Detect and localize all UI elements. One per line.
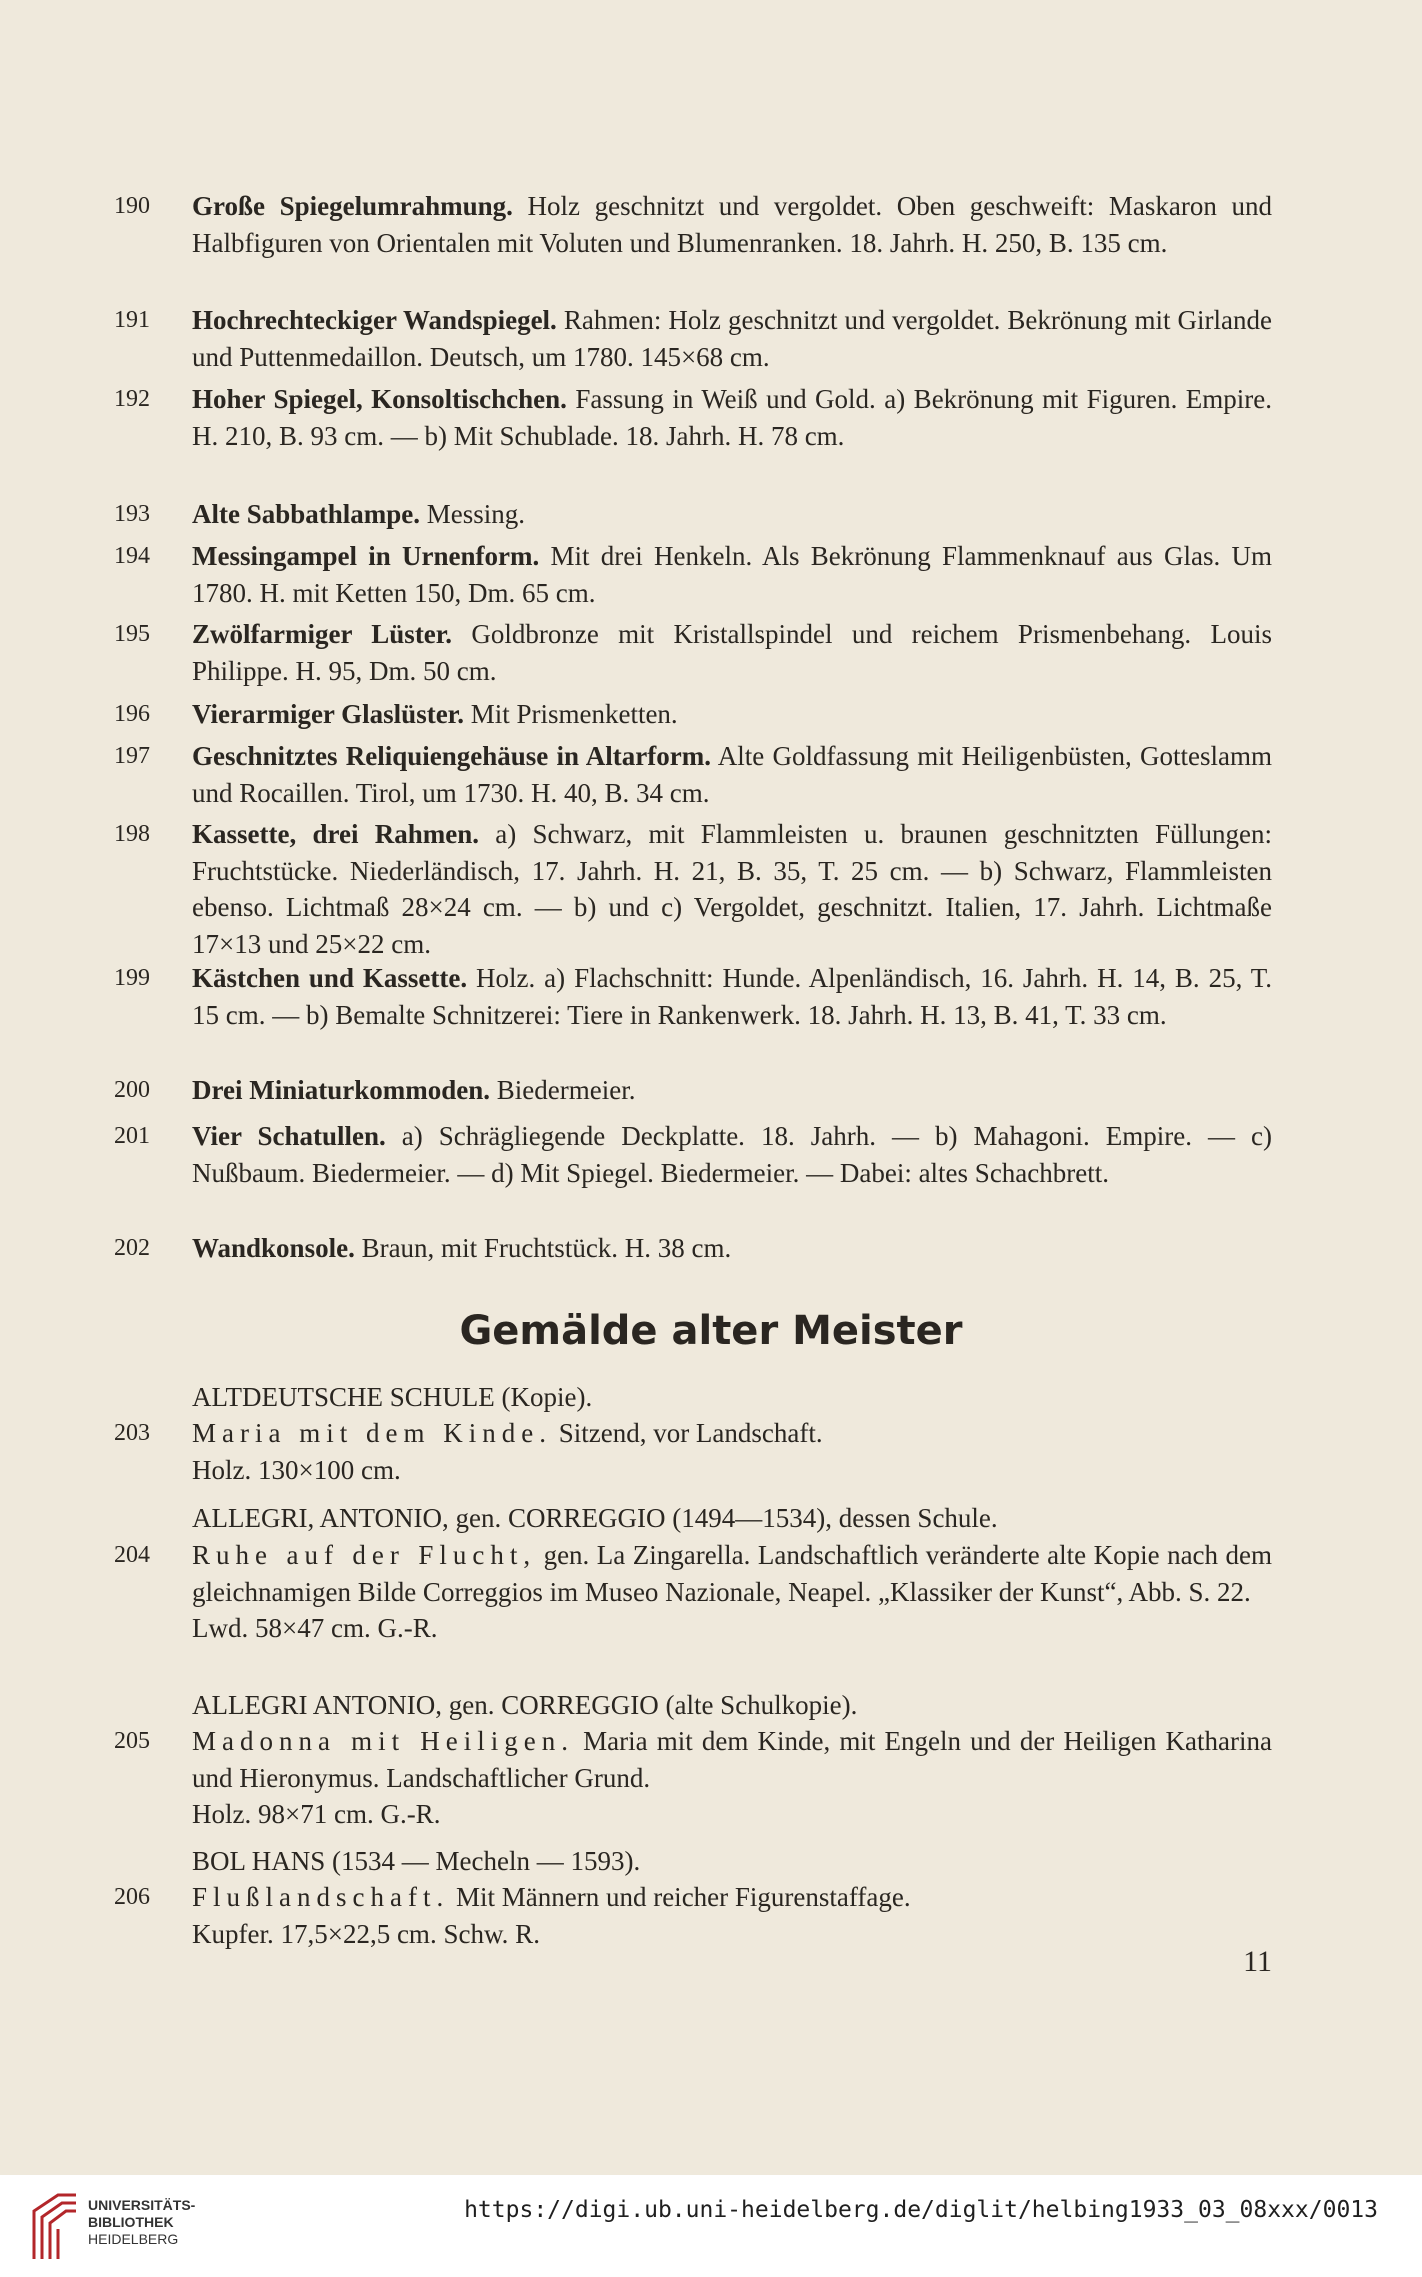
lot-title: Hoher Spiegel, Konsoltischchen. <box>192 384 567 414</box>
lot-number: 205 <box>114 1728 150 1754</box>
section-heading: Gemälde alter Meister <box>459 1308 963 1354</box>
lot-description <box>192 738 1272 811</box>
lot-title: Wandkonsole. <box>192 1233 355 1263</box>
library-logo-icon <box>28 2189 82 2261</box>
lot-details: Braun, mit Fruchtstück. H. 38 cm. <box>354 1233 732 1263</box>
lot-title: Geschnitztes Reliquiengehäuse in Altarform. <box>192 741 711 771</box>
library-name-line2: BIBLIOTHEK <box>88 2214 174 2230</box>
lot-details: Holz geschnitzt und vergoldet. Oben geschweift: Maskaron und Halbfiguren von Orientalen mit Voluten und Blumenranken. 18. Jahrh. H. 250, B. 135 cm. <box>192 191 1272 258</box>
lot-description <box>192 1230 1272 1267</box>
artist-note: (1534 — Mecheln — 1593). <box>325 1846 641 1876</box>
painting-technique: Lwd. 58×47 cm. G.-R. <box>192 1613 438 1643</box>
lot-details: Alte Goldfassung mit Heiligenbüsten, Gotteslamm und Rocaillen. Tirol, um 1730. H. 40, B. 34 cm. <box>192 741 1272 808</box>
artist-line <box>192 1379 1272 1416</box>
lot-number: 200 <box>114 1077 150 1103</box>
painting-description <box>192 1879 1272 1952</box>
lot-title: Messingampel in Urnenform. <box>192 541 540 571</box>
library-name-line3: HEIDELBERG <box>88 2231 179 2247</box>
lot-title: Kästchen und Kassette. <box>192 963 468 993</box>
artist-line <box>192 1687 1272 1724</box>
painting-title: Madonna mit Heiligen. <box>192 1726 574 1756</box>
painting-details: Sitzend, vor Landschaft. <box>551 1418 823 1448</box>
painting-title: Ruhe auf der Flucht, <box>192 1540 537 1570</box>
lot-title: Große Spiegelumrahmung. <box>192 191 513 221</box>
artist-note: (alte Schulkopie). <box>658 1690 858 1720</box>
lot-description <box>192 816 1272 962</box>
lot-number: 193 <box>114 501 150 527</box>
lot-number: 199 <box>114 965 150 991</box>
lot-number: 201 <box>114 1123 150 1149</box>
lot-number: 192 <box>114 386 150 412</box>
painting-technique: Holz. 98×71 cm. G.-R. <box>192 1799 441 1829</box>
footer-bar <box>0 2175 1422 2277</box>
lot-title: Vier Schatullen. <box>192 1121 386 1151</box>
library-name-line1: UNIVERSITÄTS- <box>88 2197 196 2213</box>
lot-number: 198 <box>114 821 150 847</box>
lot-details: Biedermeier. <box>490 1075 636 1105</box>
lot-description <box>192 496 1272 533</box>
library-name <box>88 2197 195 2248</box>
lot-description <box>192 696 1272 733</box>
lot-details: Mit drei Henkeln. Als Bekrönung Flammenknauf aus Glas. Um 1780. H. mit Ketten 150, Dm. 65 cm. <box>192 541 1272 608</box>
artist-name: ALLEGRI, ANTONIO, gen. CORREGGIO <box>192 1503 666 1533</box>
lot-number: 191 <box>114 307 150 333</box>
lot-title: Zwölfarmiger Lüster. <box>192 619 453 649</box>
lot-details: Rahmen: Holz geschnitzt und vergoldet. Bekrönung mit Girlande und Puttenmedaillon. Deutsch, um 1780. 145×68 cm. <box>192 305 1272 372</box>
artist-name: ALLEGRI ANTONIO, gen. CORREGGIO <box>192 1690 659 1720</box>
lot-number: 196 <box>114 701 150 727</box>
lot-description <box>192 538 1272 611</box>
painting-details: gen. La Zingarella. Landschaftlich veränderte alte Kopie nach dem gleichnamigen Bilde Correggios im Museo Nazionale, Neapel. „Klassiker der Kunst“, Abb. S. 22. <box>192 1540 1272 1607</box>
lot-details: a) Schrägliegende Deckplatte. 18. Jahrh. — b) Mahagoni. Empire. — c) Nußbaum. Biedermeier. — d) Mit Spiegel. Biedermeier. — Dabei: altes Schachbrett. <box>192 1121 1272 1188</box>
lot-title: Hochrechteckiger Wandspiegel. <box>192 305 557 335</box>
lot-number: 204 <box>114 1542 150 1568</box>
lot-details: Mit Prismenketten. <box>463 699 678 729</box>
lot-title: Kassette, drei Rahmen. <box>192 819 480 849</box>
lot-number: 190 <box>114 193 150 219</box>
lot-details: Holz. a) Flachschnitt: Hunde. Alpenländisch, 16. Jahrh. H. 14, B. 25, T. 15 cm. — b) Bemalte Schnitzerei: Tiere in Rankenwerk. 18. Jahrh. H. 13, B. 41, T. 33 cm. <box>192 963 1273 1030</box>
painting-description <box>192 1537 1272 1647</box>
source-url-link[interactable]: https://digi.ub.uni-heidelberg.de/diglit/helbing1933_03_08xxx/0013 <box>464 2197 1378 2223</box>
lot-details: a) Schwarz, mit Flammleisten u. braunen geschnitzten Füllungen: Fruchtstücke. Niederländisch, 17. Jahrh. H. 21, B. 35, T. 25 cm. — b) Schwarz, Flammleisten ebenso. Lichtmaß 28×24 cm. — b) und c) Vergoldet, geschnitzt. Italien, 17. Jahrh. Lichtmaße 17×13 und 25×22 cm. <box>192 819 1272 959</box>
lot-title: Alte Sabbathlampe. <box>192 499 421 529</box>
painting-title: Flußlandschaft. <box>192 1882 450 1912</box>
lot-details: Messing. <box>420 499 526 529</box>
lot-description <box>192 960 1272 1033</box>
lot-number: 203 <box>114 1420 150 1446</box>
artist-note: (1494—1534), dessen Schule. <box>665 1503 998 1533</box>
lot-details: Fassung in Weiß und Gold. a) Bekrönung mit Figuren. Empire. H. 210, B. 93 cm. — b) Mit Schublade. 18. Jahrh. H. 78 cm. <box>192 384 1272 451</box>
lot-description <box>192 1118 1272 1191</box>
lot-title: Drei Miniaturkommoden. <box>192 1075 490 1105</box>
lot-description <box>192 302 1272 375</box>
lot-number: 194 <box>114 543 150 569</box>
painting-technique: Kupfer. 17,5×22,5 cm. Schw. R. <box>192 1918 540 1949</box>
painting-details: Mit Männern und reicher Figurenstaffage. <box>449 1882 911 1912</box>
painting-technique: Holz. 130×100 cm. <box>192 1454 401 1485</box>
artist-name: BOL HANS <box>192 1846 326 1876</box>
lot-number: 206 <box>114 1884 150 1910</box>
lot-description <box>192 1072 1272 1109</box>
lot-details: Goldbronze mit Kristallspindel und reichem Prismenbehang. Louis Philippe. H. 95, Dm. 50 cm. <box>192 619 1272 686</box>
lot-description <box>192 188 1272 261</box>
lot-number: 197 <box>114 743 150 769</box>
painting-description <box>192 1723 1272 1833</box>
painting-description <box>192 1415 1272 1488</box>
page-number: 11 <box>1243 1945 1272 1978</box>
painting-title: Maria mit dem Kinde. <box>192 1418 552 1448</box>
lot-description <box>192 616 1272 689</box>
lot-title: Vierarmiger Glaslüster. <box>192 699 464 729</box>
artist-note: (Kopie). <box>494 1382 593 1412</box>
artist-name: ALTDEUTSCHE SCHULE <box>192 1382 495 1412</box>
lot-number: 202 <box>114 1235 150 1261</box>
lot-number: 195 <box>114 621 150 647</box>
lot-description <box>192 381 1272 454</box>
painting-details: Maria mit dem Kinde, mit Engeln und der Heiligen Katharina und Hieronymus. Landschaftlicher Grund. <box>192 1726 1272 1793</box>
artist-line <box>192 1843 1272 1880</box>
artist-line <box>192 1500 1272 1537</box>
